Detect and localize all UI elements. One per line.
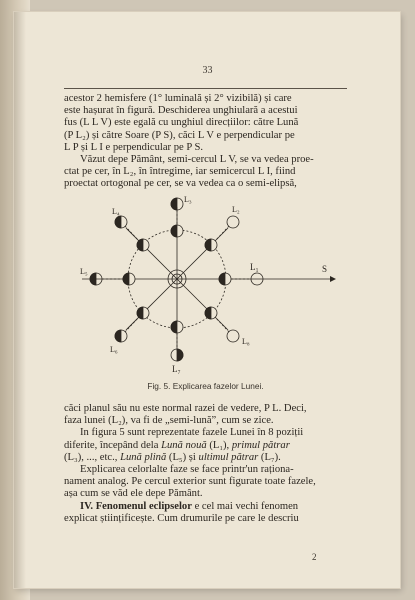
moon-shade — [219, 273, 225, 285]
section-heading: IV. Fenomenul eclipselor — [80, 500, 192, 512]
moon-shade — [205, 239, 211, 251]
label-l5: L₅ — [80, 267, 88, 276]
text-span: (L₁), — [206, 439, 232, 451]
header-rule — [64, 88, 347, 89]
text-line — [64, 452, 347, 464]
moon-phases-figure — [72, 192, 342, 374]
sun-arrow-head — [330, 276, 336, 282]
page-gutter-shadow — [14, 12, 26, 588]
signature-number: 2 — [312, 552, 317, 562]
moon-seen-shade — [171, 198, 177, 210]
moon-shade — [171, 321, 177, 333]
text-span: (L₅) și — [166, 451, 199, 463]
text-line: fus (L L V) este egală cu unghiul direcțiilor: către Lună — [64, 117, 299, 129]
label-l6: L₆ — [110, 345, 118, 354]
top-paragraphs — [64, 93, 347, 191]
moon-shade — [205, 307, 211, 319]
label-sun: S — [322, 264, 328, 274]
text-line: ctat pe cer, în L₂, în întregime, iar semicercul L I, fiind — [64, 166, 296, 178]
italic-term: Lună plină — [120, 451, 167, 463]
text-line: explicat științificește. Cum drumurile pe care le descriu — [64, 512, 299, 524]
moon-shade — [171, 225, 177, 237]
moon-shade — [123, 273, 129, 285]
text-line: Văzut depe Pământ, semi-cercul L V, se va vedea proe- — [80, 154, 314, 166]
text-span: e cel mai vechi fenomen — [191, 500, 299, 512]
label-l7: L₇ — [172, 364, 181, 374]
bottom-paragraphs — [64, 403, 347, 525]
text-line: faza lunei (L₂), va fi de „semi-lună”, cum se zice. — [64, 415, 274, 427]
text-line: In figura 5 sunt reprezentate fazele Lunei în 8 poziții — [80, 427, 304, 439]
phase-diagram — [82, 198, 336, 361]
label-l2: L₂ — [232, 205, 240, 214]
italic-term: Lună nouă — [161, 439, 207, 451]
text-line: nament analog. Pe cercul exterior sunt figurate toate fazele, — [64, 476, 316, 488]
label-l8: L₈ — [242, 337, 250, 346]
moon-seen-shade — [115, 216, 121, 228]
moon-seen-shade — [115, 330, 121, 342]
text-line: acestor 2 hemisfere (1° luminală și 2° vizibilă) și care — [64, 93, 292, 104]
moon-seen-shade — [177, 349, 183, 361]
text-line: (P L₂) și către Soare (P S), căci L V e perpendicular pe — [64, 129, 295, 141]
label-l1: L₁ — [250, 262, 259, 272]
text-line: Explicarea celorlalte faze se face printr'un raționa- — [80, 464, 294, 476]
page-number: 33 — [202, 65, 213, 76]
italic-term: ultimul pătrar — [198, 451, 259, 463]
text-line: este hașurat în figură. Deschiderea unghiulară a acestui — [64, 105, 298, 117]
italic-term: primul pătrar — [231, 439, 290, 451]
figure-caption: Fig. 5. Explicarea fazelor Lunei. — [147, 381, 264, 391]
text-span: (L₃), ..., etc., — [64, 451, 121, 463]
text-line: L P și L I e perpendicular pe P S. — [64, 141, 204, 153]
text-span: (L₇). — [258, 451, 281, 463]
text-line: proectat ortogonal pe cer, se va vedea ca o semi-elipsă, — [64, 178, 297, 190]
label-l4: L₄ — [112, 207, 120, 216]
text-line — [64, 440, 347, 452]
label-l3: L₃ — [184, 195, 192, 204]
text-line: căci planul său nu este normal razei de vedere, P L. Deci, — [64, 403, 307, 414]
text-line — [64, 501, 347, 513]
text-line: așa cum se văd ele depe Pământ. — [64, 488, 203, 500]
text-span: diferite, începând dela — [64, 439, 162, 451]
moon-seen-shade — [90, 273, 96, 285]
